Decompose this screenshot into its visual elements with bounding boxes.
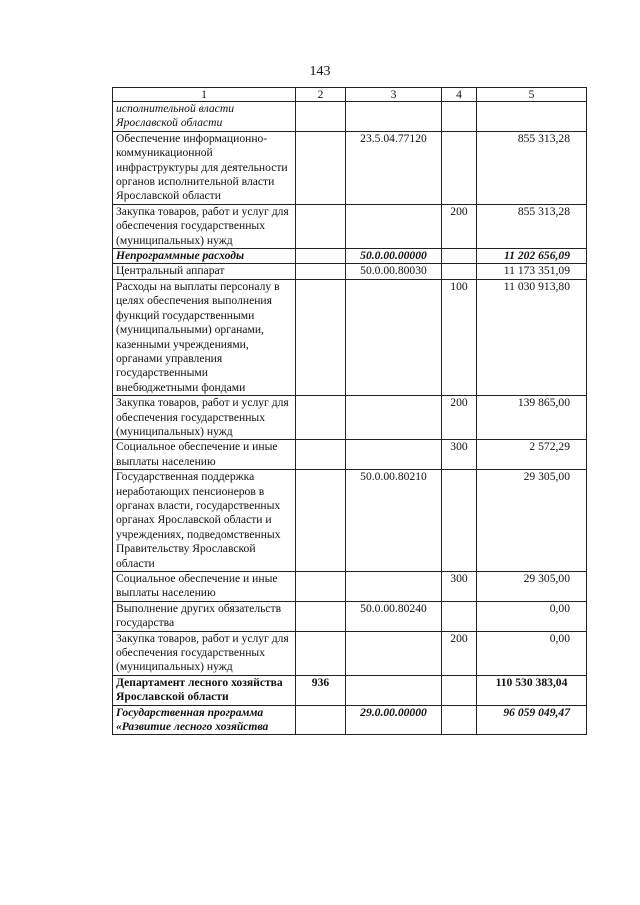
row-department-code-cell bbox=[296, 631, 346, 675]
row-name-cell: исполнительной власти Ярославской области bbox=[113, 102, 296, 132]
row-department-code-cell bbox=[296, 249, 346, 264]
row-target-article-cell: 23.5.04.77120 bbox=[346, 131, 442, 204]
row-name-cell: Департамент лесного хозяйства Ярославской области bbox=[113, 675, 296, 705]
row-amount-cell: 0,00 bbox=[477, 601, 587, 631]
row-department-code-cell bbox=[296, 601, 346, 631]
row-name-cell: Обеспечение информационно-коммуникационной инфраструктуры для деятельности органов исполнительной власти Ярославской области bbox=[113, 131, 296, 204]
table-row bbox=[113, 249, 587, 264]
row-name-cell: Расходы на выплаты персоналу в целях обеспечения выполнения функций государственными (муниципальными) органами, казенными учреждениями, органами управления государственными внебюджетными фондами bbox=[113, 279, 296, 395]
row-amount-cell: 855 313,28 bbox=[477, 204, 587, 248]
row-target-article-cell bbox=[346, 396, 442, 440]
row-target-article-cell: 50.0.00.80210 bbox=[346, 470, 442, 572]
table-row bbox=[113, 279, 587, 395]
row-expense-type-cell bbox=[442, 705, 477, 735]
row-name-cell: Социальное обеспечение и иные выплаты населению bbox=[113, 572, 296, 602]
table-row bbox=[113, 264, 587, 279]
table-row bbox=[113, 396, 587, 440]
row-target-article-cell: 29.0.00.00000 bbox=[346, 705, 442, 735]
row-expense-type-cell bbox=[442, 131, 477, 204]
row-amount-cell: 855 313,28 bbox=[477, 131, 587, 204]
row-expense-type-cell bbox=[442, 675, 477, 705]
table-row bbox=[113, 440, 587, 470]
row-department-code-cell bbox=[296, 705, 346, 735]
row-expense-type-cell: 200 bbox=[442, 396, 477, 440]
budget-table bbox=[112, 87, 587, 735]
table-row bbox=[113, 601, 587, 631]
row-target-article-cell bbox=[346, 279, 442, 395]
row-expense-type-cell: 200 bbox=[442, 204, 477, 248]
column-header-4: 4 bbox=[442, 88, 477, 102]
row-expense-type-cell bbox=[442, 249, 477, 264]
row-amount-cell: 0,00 bbox=[477, 631, 587, 675]
row-target-article-cell bbox=[346, 675, 442, 705]
table-body bbox=[113, 102, 587, 735]
row-expense-type-cell: 300 bbox=[442, 572, 477, 602]
row-department-code-cell: 936 bbox=[296, 675, 346, 705]
row-expense-type-cell bbox=[442, 264, 477, 279]
row-name-cell: Государственная программа «Развитие лесного хозяйства bbox=[113, 705, 296, 735]
table-header-row bbox=[113, 88, 587, 102]
row-target-article-cell bbox=[346, 631, 442, 675]
table-row bbox=[113, 675, 587, 705]
row-name-cell: Непрограммные расходы bbox=[113, 249, 296, 264]
row-name-cell: Социальное обеспечение и иные выплаты населению bbox=[113, 440, 296, 470]
row-target-article-cell bbox=[346, 204, 442, 248]
table-row bbox=[113, 470, 587, 572]
row-department-code-cell bbox=[296, 440, 346, 470]
row-amount-cell: 11 202 656,09 bbox=[477, 249, 587, 264]
row-amount-cell: 11 173 351,09 bbox=[477, 264, 587, 279]
column-header-3: 3 bbox=[346, 88, 442, 102]
row-department-code-cell bbox=[296, 396, 346, 440]
row-expense-type-cell bbox=[442, 601, 477, 631]
row-name-cell: Закупка товаров, работ и услуг для обеспечения государственных (муниципальных) нужд bbox=[113, 204, 296, 248]
table-row bbox=[113, 705, 587, 735]
row-amount-cell: 96 059 049,47 bbox=[477, 705, 587, 735]
row-department-code-cell bbox=[296, 470, 346, 572]
row-name-cell: Закупка товаров, работ и услуг для обеспечения государственных (муниципальных) нужд bbox=[113, 396, 296, 440]
row-name-cell: Центральный аппарат bbox=[113, 264, 296, 279]
row-department-code-cell bbox=[296, 102, 346, 132]
row-amount-cell: 29 305,00 bbox=[477, 572, 587, 602]
table-row bbox=[113, 102, 587, 132]
row-target-article-cell bbox=[346, 572, 442, 602]
row-amount-cell: 29 305,00 bbox=[477, 470, 587, 572]
row-target-article-cell bbox=[346, 102, 442, 132]
row-name-cell: Закупка товаров, работ и услуг для обеспечения государственных (муниципальных) нужд bbox=[113, 631, 296, 675]
row-department-code-cell bbox=[296, 204, 346, 248]
table-row bbox=[113, 572, 587, 602]
row-department-code-cell bbox=[296, 131, 346, 204]
row-expense-type-cell bbox=[442, 470, 477, 572]
row-amount-cell: 110 530 383,04 bbox=[477, 675, 587, 705]
row-amount-cell: 2 572,29 bbox=[477, 440, 587, 470]
row-amount-cell: 11 030 913,80 bbox=[477, 279, 587, 395]
column-header-5: 5 bbox=[477, 88, 587, 102]
row-expense-type-cell: 200 bbox=[442, 631, 477, 675]
row-expense-type-cell: 300 bbox=[442, 440, 477, 470]
table-row bbox=[113, 131, 587, 204]
row-amount-cell: 139 865,00 bbox=[477, 396, 587, 440]
row-expense-type-cell bbox=[442, 102, 477, 132]
column-header-2: 2 bbox=[296, 88, 346, 102]
table-row bbox=[113, 631, 587, 675]
row-amount-cell bbox=[477, 102, 587, 132]
row-target-article-cell: 50.0.00.00000 bbox=[346, 249, 442, 264]
column-header-1: 1 bbox=[113, 88, 296, 102]
row-target-article-cell: 50.0.00.80240 bbox=[346, 601, 442, 631]
row-department-code-cell bbox=[296, 279, 346, 395]
row-target-article-cell bbox=[346, 440, 442, 470]
row-department-code-cell bbox=[296, 264, 346, 279]
row-name-cell: Государственная поддержка неработающих пенсионеров в органах власти, государственных органах Ярославской области и учреждениях, подведомственных Правительству Ярославской области bbox=[113, 470, 296, 572]
row-target-article-cell: 50.0.00.80030 bbox=[346, 264, 442, 279]
row-name-cell: Выполнение других обязательств государства bbox=[113, 601, 296, 631]
row-expense-type-cell: 100 bbox=[442, 279, 477, 395]
page-number: 143 bbox=[309, 64, 331, 79]
row-department-code-cell bbox=[296, 572, 346, 602]
table-row bbox=[113, 204, 587, 248]
